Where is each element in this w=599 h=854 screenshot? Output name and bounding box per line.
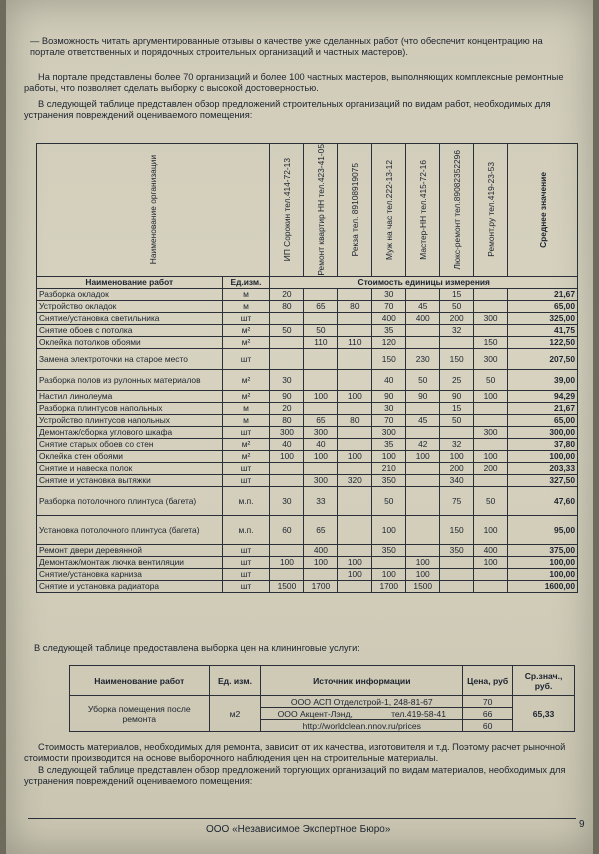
- avg-cell: 65,00: [508, 414, 578, 426]
- price-cell: 50: [406, 369, 440, 390]
- price-cell: 100: [474, 390, 508, 402]
- table-row: [37, 312, 578, 324]
- price-cell: 100: [372, 515, 406, 544]
- cleaning-source: ООО АСП Отделстрой-1, 248-81-67: [261, 696, 463, 708]
- price-cell: [304, 402, 338, 414]
- price-cell: 100: [270, 556, 304, 568]
- price-cell: 100: [440, 450, 474, 462]
- price-cell: 100: [372, 568, 406, 580]
- price-cell: 230: [406, 348, 440, 369]
- price-cell: [304, 348, 338, 369]
- work-name-cell: Ремонт двери деревянной: [37, 544, 223, 556]
- price-cell: 90: [406, 390, 440, 402]
- price-cell: 110: [338, 336, 372, 348]
- avg-cell: 100,00: [508, 568, 578, 580]
- unit-cell: шт: [222, 568, 270, 580]
- unit-cell: шт: [222, 544, 270, 556]
- price-cell: 20: [270, 288, 304, 300]
- cleaning-col-unit: Ед. изм.: [209, 666, 261, 696]
- price-cell: 100: [406, 556, 440, 568]
- price-cell: [406, 515, 440, 544]
- price-cell: 50: [304, 324, 338, 336]
- price-cell: 110: [304, 336, 338, 348]
- price-cell: 45: [406, 414, 440, 426]
- price-cell: [270, 312, 304, 324]
- price-cell: 100: [270, 450, 304, 462]
- table-row: [37, 426, 578, 438]
- price-cell: [440, 580, 474, 592]
- unit-cell: шт: [222, 426, 270, 438]
- cleaning-price-table: [69, 665, 575, 732]
- price-cell: [338, 348, 372, 369]
- price-cell: [270, 474, 304, 486]
- cleaning-unit: м2: [209, 696, 261, 732]
- price-cell: 400: [372, 312, 406, 324]
- paragraph-portal: На портале представлены более 70 организаций и более 100 частных мастеров, выполняющих комплексные ремонтные работы, что позволяет сделать выборку с высокой достоверностью.: [24, 72, 564, 94]
- price-cell: 150: [372, 348, 406, 369]
- cleaning-col-source: Источник информации: [261, 666, 463, 696]
- table-row: [37, 390, 578, 402]
- price-cell: 300: [304, 474, 338, 486]
- price-cell: [338, 438, 372, 450]
- price-cell: 50: [270, 324, 304, 336]
- price-cell: [338, 312, 372, 324]
- unit-cell: м: [222, 402, 270, 414]
- price-cell: [474, 414, 508, 426]
- price-cell: 200: [440, 312, 474, 324]
- price-cell: [474, 580, 508, 592]
- work-name-cell: Разборка плинтусов напольных: [37, 402, 223, 414]
- avg-cell: 65,00: [508, 300, 578, 312]
- price-cell: 100: [406, 568, 440, 580]
- col-work-header: Наименование работ: [37, 276, 223, 288]
- price-cell: [406, 486, 440, 515]
- work-name-cell: Устройство окладок: [37, 300, 223, 312]
- unit-cell: м.п.: [222, 486, 270, 515]
- price-cell: 50: [440, 414, 474, 426]
- table-row: [37, 438, 578, 450]
- price-cell: [406, 324, 440, 336]
- price-cell: [406, 336, 440, 348]
- avg-header-label: Среднее значение: [537, 171, 548, 248]
- avg-cell: 100,00: [508, 450, 578, 462]
- table-row: [37, 336, 578, 348]
- price-cell: 100: [304, 450, 338, 462]
- work-name-cell: Снятие старых обоев со стен: [37, 438, 223, 450]
- paragraph-materials: Стоимость материалов, необходимых для ремонта, зависит от их качества, изготовителя и т.д. Поэтому расчет рыночной стоимости производится на основе выборочного наблюдения цен на строительные материалы.: [24, 742, 566, 764]
- price-cell: 40: [270, 438, 304, 450]
- work-name-cell: Снятие и установка вытяжки: [37, 474, 223, 486]
- paragraph-reviews: — Возможность читать аргументированные отзывы о качестве уже сделанных работ (что обеспечит концентрацию на портале ответственных и порядочных строительных организаций и частных мастеров).: [30, 36, 543, 58]
- table-row: [37, 369, 578, 390]
- price-cell: 400: [474, 544, 508, 556]
- price-cell: 30: [270, 369, 304, 390]
- price-cell: [338, 402, 372, 414]
- price-cell: [406, 426, 440, 438]
- price-cell: 50: [474, 486, 508, 515]
- table-row: [37, 348, 578, 369]
- work-name-cell: Настил линолеума: [37, 390, 223, 402]
- price-cell: 50: [440, 300, 474, 312]
- avg-cell: 375,00: [508, 544, 578, 556]
- price-cell: 45: [406, 300, 440, 312]
- unit-cell: м: [222, 288, 270, 300]
- price-cell: [338, 426, 372, 438]
- price-cell: [338, 544, 372, 556]
- price-cell: [304, 312, 338, 324]
- cleaning-price: 70: [463, 696, 513, 708]
- price-cell: 150: [474, 336, 508, 348]
- price-cell: [440, 556, 474, 568]
- price-cell: [270, 462, 304, 474]
- work-name-cell: Снятие и навеска полок: [37, 462, 223, 474]
- price-cell: 350: [372, 474, 406, 486]
- price-cell: 15: [440, 402, 474, 414]
- cleaning-price: 60: [463, 720, 513, 732]
- work-name-cell: Снятие и установка радиатора: [37, 580, 223, 592]
- table-row: [37, 300, 578, 312]
- unit-cell: шт: [222, 462, 270, 474]
- work-name-cell: Снятие обоев с потолка: [37, 324, 223, 336]
- price-cell: 100: [338, 390, 372, 402]
- org-name: Муж на час тел.222-13-12: [383, 159, 394, 260]
- price-cell: 70: [372, 414, 406, 426]
- work-name-cell: Демонтаж/монтаж лючка вентиляции: [37, 556, 223, 568]
- avg-cell: 39,00: [508, 369, 578, 390]
- price-cell: [304, 462, 338, 474]
- org-name: Мастер-НН тел.415-72-16: [417, 159, 428, 260]
- price-cell: 50: [474, 369, 508, 390]
- price-cell: 35: [372, 324, 406, 336]
- org-header-row: [37, 144, 578, 277]
- table-row: [37, 450, 578, 462]
- table-row: [37, 544, 578, 556]
- price-cell: [440, 426, 474, 438]
- price-cell: 50: [372, 486, 406, 515]
- price-cell: 300: [474, 312, 508, 324]
- unit-cell: шт: [222, 580, 270, 592]
- price-cell: 33: [304, 486, 338, 515]
- price-cell: [440, 568, 474, 580]
- page-number: 9: [579, 819, 585, 830]
- price-cell: 100: [474, 450, 508, 462]
- price-cell: 100: [338, 568, 372, 580]
- unit-cell: м²: [222, 369, 270, 390]
- table-row: [37, 474, 578, 486]
- unit-cell: м²: [222, 324, 270, 336]
- price-cell: 1500: [406, 580, 440, 592]
- price-cell: 100: [372, 450, 406, 462]
- price-cell: [338, 369, 372, 390]
- price-cell: 300: [270, 426, 304, 438]
- cleaning-col-price: Цена, руб: [463, 666, 513, 696]
- price-cell: [474, 288, 508, 300]
- unit-cell: шт: [222, 312, 270, 324]
- work-name-cell: Разборка окладок: [37, 288, 223, 300]
- cleaning-price: 66: [463, 708, 513, 720]
- price-cell: [474, 438, 508, 450]
- cleaning-avg-value: 65,33: [513, 696, 575, 732]
- price-cell: 32: [440, 438, 474, 450]
- work-name-cell: Разборка потолочного плинтуса (багета): [37, 486, 223, 515]
- unit-cell: м²: [222, 438, 270, 450]
- org-name: Ремонт.ру тел.419-23-53: [485, 162, 496, 258]
- avg-cell: 207,50: [508, 348, 578, 369]
- price-cell: 80: [270, 414, 304, 426]
- paragraph-materials-table-intro: В следующей таблице представлен обзор предложений торгующих организаций по видам материалов, необходимых для устранения повреждений оцениваемого помещения:: [24, 765, 566, 787]
- price-cell: 210: [372, 462, 406, 474]
- table-row: [37, 486, 578, 515]
- unit-cell: шт: [222, 348, 270, 369]
- work-name-cell: Разборка полов из рулонных материалов: [37, 369, 223, 390]
- price-cell: 120: [372, 336, 406, 348]
- price-cell: [270, 348, 304, 369]
- avg-cell: 300,00: [508, 426, 578, 438]
- price-cell: 30: [372, 402, 406, 414]
- price-cell: [474, 568, 508, 580]
- price-cell: 320: [338, 474, 372, 486]
- org-name: Ремонт квартир НН тел.423-41-05: [315, 144, 326, 276]
- price-cell: [406, 474, 440, 486]
- work-name-cell: Демонтаж/сборка углового шкафа: [37, 426, 223, 438]
- table-row: [37, 462, 578, 474]
- price-cell: 300: [304, 426, 338, 438]
- price-cell: 400: [406, 312, 440, 324]
- price-cell: 200: [474, 462, 508, 474]
- price-cell: 150: [440, 348, 474, 369]
- price-cell: 100: [304, 556, 338, 568]
- table-row: [37, 402, 578, 414]
- price-cell: [270, 544, 304, 556]
- unit-cell: м: [222, 300, 270, 312]
- unit-cell: шт: [222, 556, 270, 568]
- avg-cell: 21,67: [508, 288, 578, 300]
- avg-cell: 327,50: [508, 474, 578, 486]
- table-row: [37, 568, 578, 580]
- table-row: [37, 580, 578, 592]
- price-cell: 80: [338, 414, 372, 426]
- table-row: [37, 288, 578, 300]
- price-cell: [304, 369, 338, 390]
- footer-divider: [28, 818, 576, 819]
- cleaning-col-avg: Ср.знач., руб.: [513, 666, 575, 696]
- price-cell: 100: [406, 450, 440, 462]
- price-cell: 100: [338, 556, 372, 568]
- cleaning-header-row: [70, 666, 575, 696]
- avg-cell: 47,60: [508, 486, 578, 515]
- price-cell: 90: [270, 390, 304, 402]
- price-cell: 20: [270, 402, 304, 414]
- price-cell: 350: [440, 544, 474, 556]
- price-cell: 30: [270, 486, 304, 515]
- price-cell: [338, 288, 372, 300]
- price-cell: [372, 556, 406, 568]
- price-cell: 1700: [304, 580, 338, 592]
- price-cell: 350: [372, 544, 406, 556]
- price-cell: [474, 300, 508, 312]
- price-cell: [338, 580, 372, 592]
- table-row: [37, 556, 578, 568]
- price-cell: 70: [372, 300, 406, 312]
- price-cell: [270, 568, 304, 580]
- document-page: [6, 0, 593, 854]
- unit-cell: м²: [222, 450, 270, 462]
- price-cell: [406, 544, 440, 556]
- avg-cell: 122,50: [508, 336, 578, 348]
- price-cell: [338, 324, 372, 336]
- price-cell: 80: [270, 300, 304, 312]
- paragraph-table-intro: В следующей таблице представлен обзор предложений строительных организаций по видам работ, необходимых для устранения повреждений оцениваемого помещения:: [24, 99, 551, 121]
- price-cell: [406, 462, 440, 474]
- price-cell: 1700: [372, 580, 406, 592]
- price-cell: 80: [338, 300, 372, 312]
- price-cell: [304, 288, 338, 300]
- avg-cell: 325,00: [508, 312, 578, 324]
- unit-cell: м.п.: [222, 515, 270, 544]
- cleaning-col-work: Наименование работ: [70, 666, 210, 696]
- work-name-cell: Оклейка потолков обоями: [37, 336, 223, 348]
- price-cell: 75: [440, 486, 474, 515]
- price-cell: [338, 462, 372, 474]
- cleaning-row: [70, 696, 575, 708]
- org-name: Рекза тел. 89108919075: [349, 163, 360, 257]
- unit-cell: м: [222, 414, 270, 426]
- price-cell: [474, 324, 508, 336]
- price-cell: 40: [372, 369, 406, 390]
- work-name-cell: Снятие/установка светильника: [37, 312, 223, 324]
- org-name: ИП Сорокин тел.414-72-13: [281, 158, 292, 262]
- price-cell: 65: [304, 414, 338, 426]
- footer-company: ООО «Независимое Экспертное Бюро»: [206, 824, 391, 835]
- price-cell: [440, 336, 474, 348]
- cleaning-source: ООО Акцент-Лэнд, тел.419-58-41: [261, 708, 463, 720]
- price-cell: 300: [474, 426, 508, 438]
- price-cell: 90: [440, 390, 474, 402]
- table-row: [37, 414, 578, 426]
- unit-cell: м²: [222, 336, 270, 348]
- avg-cell: 203,33: [508, 462, 578, 474]
- price-cell: 42: [406, 438, 440, 450]
- price-cell: 100: [474, 556, 508, 568]
- price-cell: 65: [304, 515, 338, 544]
- price-cell: [406, 288, 440, 300]
- col-unit-header: Ед.изм.: [222, 276, 270, 288]
- cleaning-work-name: Уборка помещения после ремонта: [70, 696, 210, 732]
- price-cell: 200: [440, 462, 474, 474]
- price-cell: 65: [304, 300, 338, 312]
- price-cell: 100: [338, 450, 372, 462]
- avg-cell: 95,00: [508, 515, 578, 544]
- column-header-row: [37, 276, 578, 288]
- price-cell: 90: [372, 390, 406, 402]
- avg-cell: 21,67: [508, 402, 578, 414]
- paragraph-cleaning-intro: В следующей таблице предоставлена выборка цен на клининговые услуги:: [34, 643, 360, 653]
- cleaning-source: http://worldclean.nnov.ru/prices: [261, 720, 463, 732]
- price-cell: 1500: [270, 580, 304, 592]
- table-row: [37, 515, 578, 544]
- price-cell: [270, 336, 304, 348]
- unit-cell: шт: [222, 474, 270, 486]
- price-cell: 150: [440, 515, 474, 544]
- price-cell: 300: [474, 348, 508, 369]
- col-cost-header: Стоимость единицы измерения: [270, 276, 578, 288]
- price-cell: 100: [304, 390, 338, 402]
- price-cell: [338, 486, 372, 515]
- price-cell: 15: [440, 288, 474, 300]
- work-name-cell: Устройство плинтусов напольных: [37, 414, 223, 426]
- avg-cell: 37,80: [508, 438, 578, 450]
- price-cell: 32: [440, 324, 474, 336]
- price-cell: 60: [270, 515, 304, 544]
- price-cell: 40: [304, 438, 338, 450]
- price-cell: 30: [372, 288, 406, 300]
- price-cell: [406, 402, 440, 414]
- price-cell: [304, 568, 338, 580]
- table-row: [37, 324, 578, 336]
- price-cell: 400: [304, 544, 338, 556]
- org-header-label: Наименование организации: [148, 155, 159, 265]
- work-name-cell: Замена электроточки на старое место: [37, 348, 223, 369]
- avg-cell: 41,75: [508, 324, 578, 336]
- work-name-cell: Установка потолочного плинтуса (багета): [37, 515, 223, 544]
- price-cell: 25: [440, 369, 474, 390]
- price-cell: 35: [372, 438, 406, 450]
- work-name-cell: Снятие/установка карниза: [37, 568, 223, 580]
- price-cell: [474, 402, 508, 414]
- price-cell: 100: [474, 515, 508, 544]
- org-name: Люкс-ремонт тел.89082352296: [451, 150, 462, 270]
- avg-cell: 94,29: [508, 390, 578, 402]
- avg-cell: 100,00: [508, 556, 578, 568]
- price-cell: [474, 474, 508, 486]
- unit-cell: м²: [222, 390, 270, 402]
- works-price-table: [36, 143, 578, 593]
- work-name-cell: Оклейка стен обоями: [37, 450, 223, 462]
- price-cell: [338, 515, 372, 544]
- price-cell: 300: [372, 426, 406, 438]
- price-cell: 340: [440, 474, 474, 486]
- avg-cell: 1600,00: [508, 580, 578, 592]
